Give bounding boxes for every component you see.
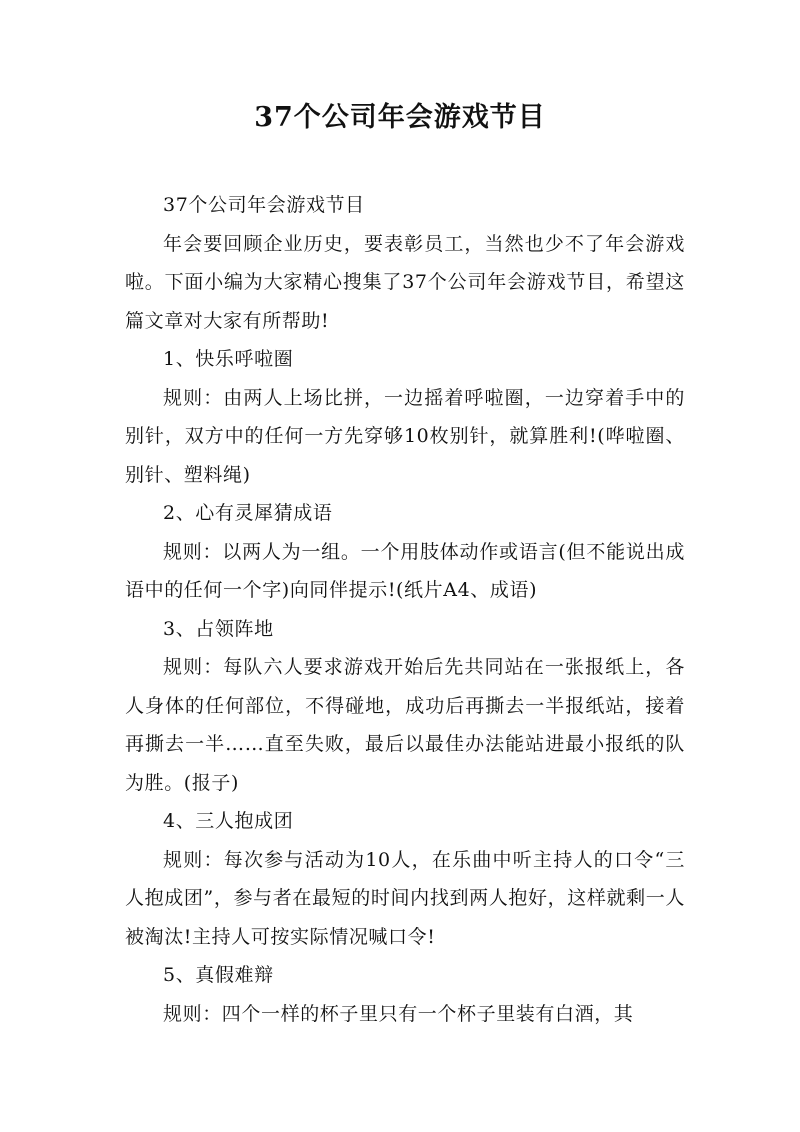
- section-rule-3: 规则：每队六人要求游戏开始后先共同站在一张报纸上，各人身体的任何部位，不得碰地，成功后再撕去一半报纸站，接着再撕去一半……直至失败，最后以最佳办法能站进最小报纸的队为胜。(报子): [125, 656, 685, 794]
- paragraph-intro: 年会要回顾企业历史，要表彰员工，当然也少不了年会游戏啦。下面小编为大家精心搜集了37个公司年会游戏节目，希望这篇文章对大家有所帮助!: [125, 232, 685, 332]
- paragraph-subtitle: 37个公司年会游戏节目: [163, 194, 365, 216]
- document-body: [125, 186, 685, 1033]
- section-rule-1: 规则：由两人上场比拼，一边摇着呼啦圈，一边穿着手中的别针，双方中的任何一方先穿够10枚别针，就算胜利!(哗啦圈、别针、塑料绳): [125, 386, 685, 486]
- section-heading-4: 4、三人抱成团: [163, 810, 294, 832]
- section-heading-3: 3、占领阵地: [163, 617, 274, 640]
- section-rule-5: 规则：四个一样的杯子里只有一个杯子里装有白酒，其: [163, 1002, 634, 1025]
- section-heading-2: 2、心有灵犀猜成语: [163, 502, 333, 524]
- section-rule-2: 规则：以两人为一组。一个用肢体动作或语言(但不能说出成语中的任何一个字)向同伴提示!(纸片A4、成语): [125, 540, 685, 601]
- section-rule-4: 规则：每次参与活动为10人，在乐曲中听主持人的口令“三人抱成团”，参与者在最短的时间内找到两人抱好，这样就剩一人被淘汰!主持人可按实际情况喊口令!: [125, 848, 685, 948]
- section-heading-1: 1、快乐呼啦圈: [163, 348, 294, 370]
- section-heading-5: 5、真假难辩: [163, 964, 274, 986]
- document-title: 37个公司年会游戏节目: [254, 102, 546, 133]
